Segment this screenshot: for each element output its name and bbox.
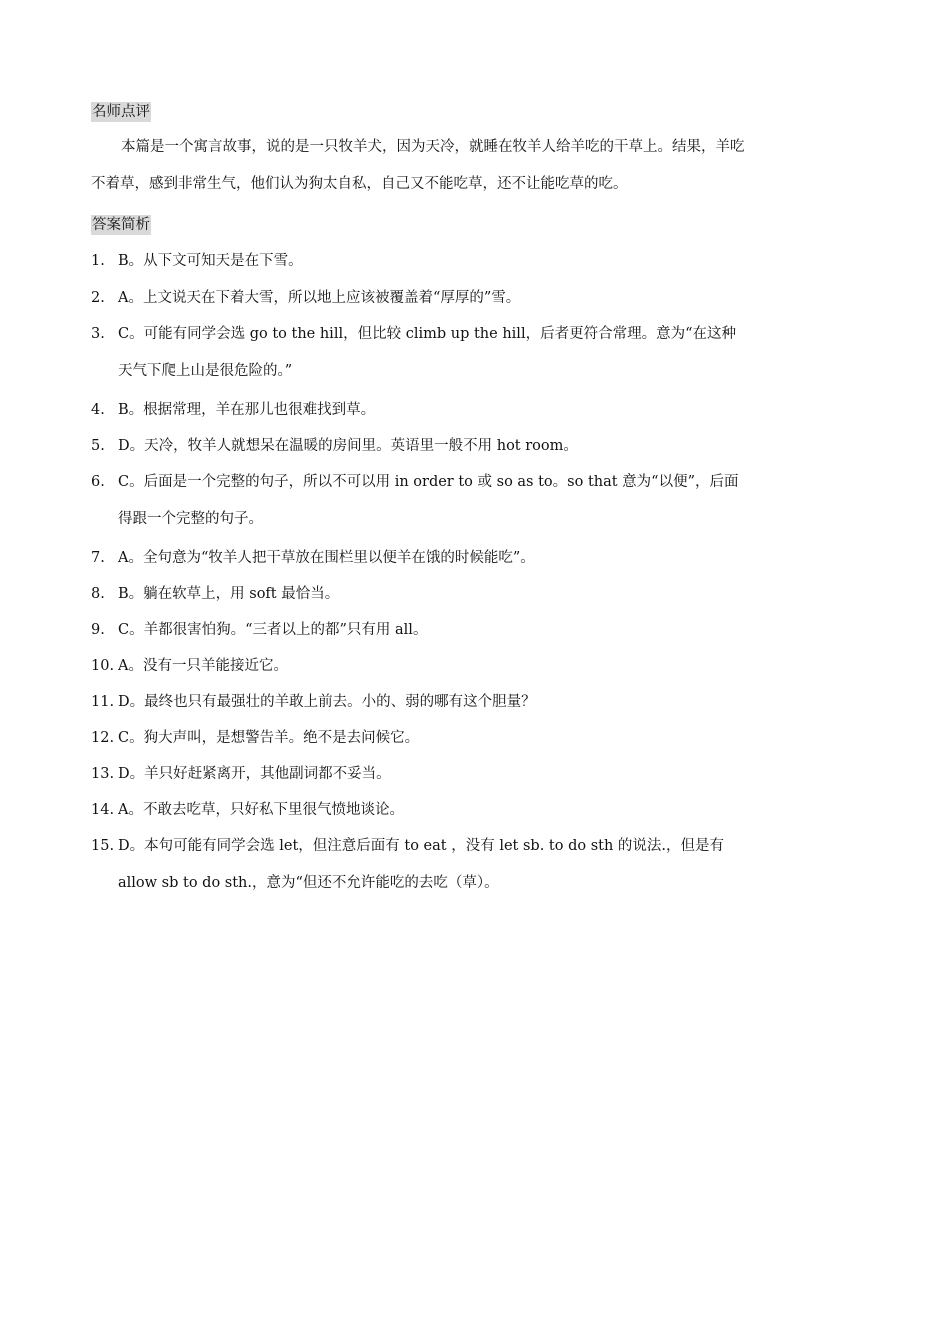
review-line-1-text: 本篇是一个寓言故事，说的是一只牧羊犬，因为天冷，就睡在牧羊人给羊吃的干草上。结果，羊吃 — [121, 139, 745, 155]
answer-number: 13. — [91, 766, 115, 782]
answer-item-7 — [91, 540, 859, 577]
answer-number: 9. — [91, 622, 105, 638]
answer-text: C。狗大声叫，是想警告羊。绝不是去问候它。 — [118, 730, 420, 746]
answer-item-14 — [91, 792, 859, 829]
answer-number: 3. — [91, 326, 105, 342]
answer-text: C。可能有同学会选 go to the hill，但比较 climb up the hill，后者更符合常理。意为“在这种 — [118, 326, 736, 342]
answer-continuation: 得跟一个完整的句子。 — [118, 511, 263, 527]
answer-item-8 — [91, 576, 859, 613]
answer-number: 6. — [91, 474, 105, 490]
review-line-2: 不着草，感到非常生气，他们认为狗太自私，自己又不能吃草，还不让能吃草的吃。 — [91, 176, 628, 192]
answer-number: 8. — [91, 586, 105, 602]
answer-text: A。不敢去吃草，只好私下里很气愤地谈论。 — [118, 802, 404, 818]
review-line-1 — [91, 129, 859, 166]
answer-text: A。全句意为“牧羊人把干草放在围栏里以便羊在饿的时候能吃”。 — [118, 550, 535, 566]
answer-number: 5. — [91, 438, 105, 454]
answer-number: 1. — [91, 253, 105, 269]
review-paragraph — [91, 129, 859, 203]
answer-text: B。根据常理，羊在那儿也很难找到草。 — [118, 402, 376, 418]
answer-number: 4. — [91, 402, 105, 418]
answer-item-3 — [91, 316, 859, 390]
answer-number: 11. — [91, 694, 115, 710]
answer-item-11 — [91, 684, 859, 721]
answer-text: B。躺在软草上，用 soft 最恰当。 — [118, 586, 340, 602]
answer-number: 2. — [91, 290, 105, 306]
review-section-title: 名师点评 — [92, 104, 150, 120]
answer-item-6 — [91, 464, 859, 538]
answer-text: D。本句可能有同学会选 let，但注意后面有 to eat ，没有 let sb. to do sth 的说法.，但是有 — [118, 838, 725, 854]
answer-number: 12. — [91, 730, 115, 746]
answer-item-9 — [91, 612, 859, 649]
answers-section-title: 答案简析 — [92, 217, 150, 233]
answer-text: A。没有一只羊能接近它。 — [118, 658, 288, 674]
answer-item-13 — [91, 756, 859, 793]
answer-continuation: 天气下爬上山是很危险的。” — [118, 363, 293, 379]
answer-text: D。最终也只有最强壮的羊敢上前去。小的、弱的哪有这个胆量？ — [118, 694, 536, 710]
answer-item-1 — [91, 243, 859, 280]
answer-item-2 — [91, 280, 859, 317]
answer-text: C。后面是一个完整的句子，所以不可以用 in order to 或 so as to。so that 意为“以便”，后面 — [118, 474, 739, 490]
answer-number: 15. — [91, 838, 115, 854]
answer-text: D。天冷，牧羊人就想呆在温暖的房间里。英语里一般不用 hot room。 — [118, 438, 578, 454]
answer-item-5 — [91, 428, 859, 465]
answer-number: 14. — [91, 802, 115, 818]
answer-number: 10. — [91, 658, 115, 674]
answer-continuation: allow sb to do sth.，意为“但还不允许能吃的去吃（草）。 — [118, 875, 499, 891]
answer-item-4 — [91, 392, 859, 429]
answer-text: C。羊都很害怕狗。“三者以上的都”只有用 all。 — [118, 622, 428, 638]
answer-text: D。羊只好赶紧离开，其他副词都不妥当。 — [118, 766, 391, 782]
answer-item-15 — [91, 828, 859, 902]
answer-text: A。上文说天在下着大雪，所以地上应该被覆盖着“厚厚的”雪。 — [118, 290, 521, 306]
answer-item-10 — [91, 648, 859, 685]
answer-item-12 — [91, 720, 859, 757]
answer-number: 7. — [91, 550, 105, 566]
answer-text: B。从下文可知天是在下雪。 — [118, 253, 303, 269]
